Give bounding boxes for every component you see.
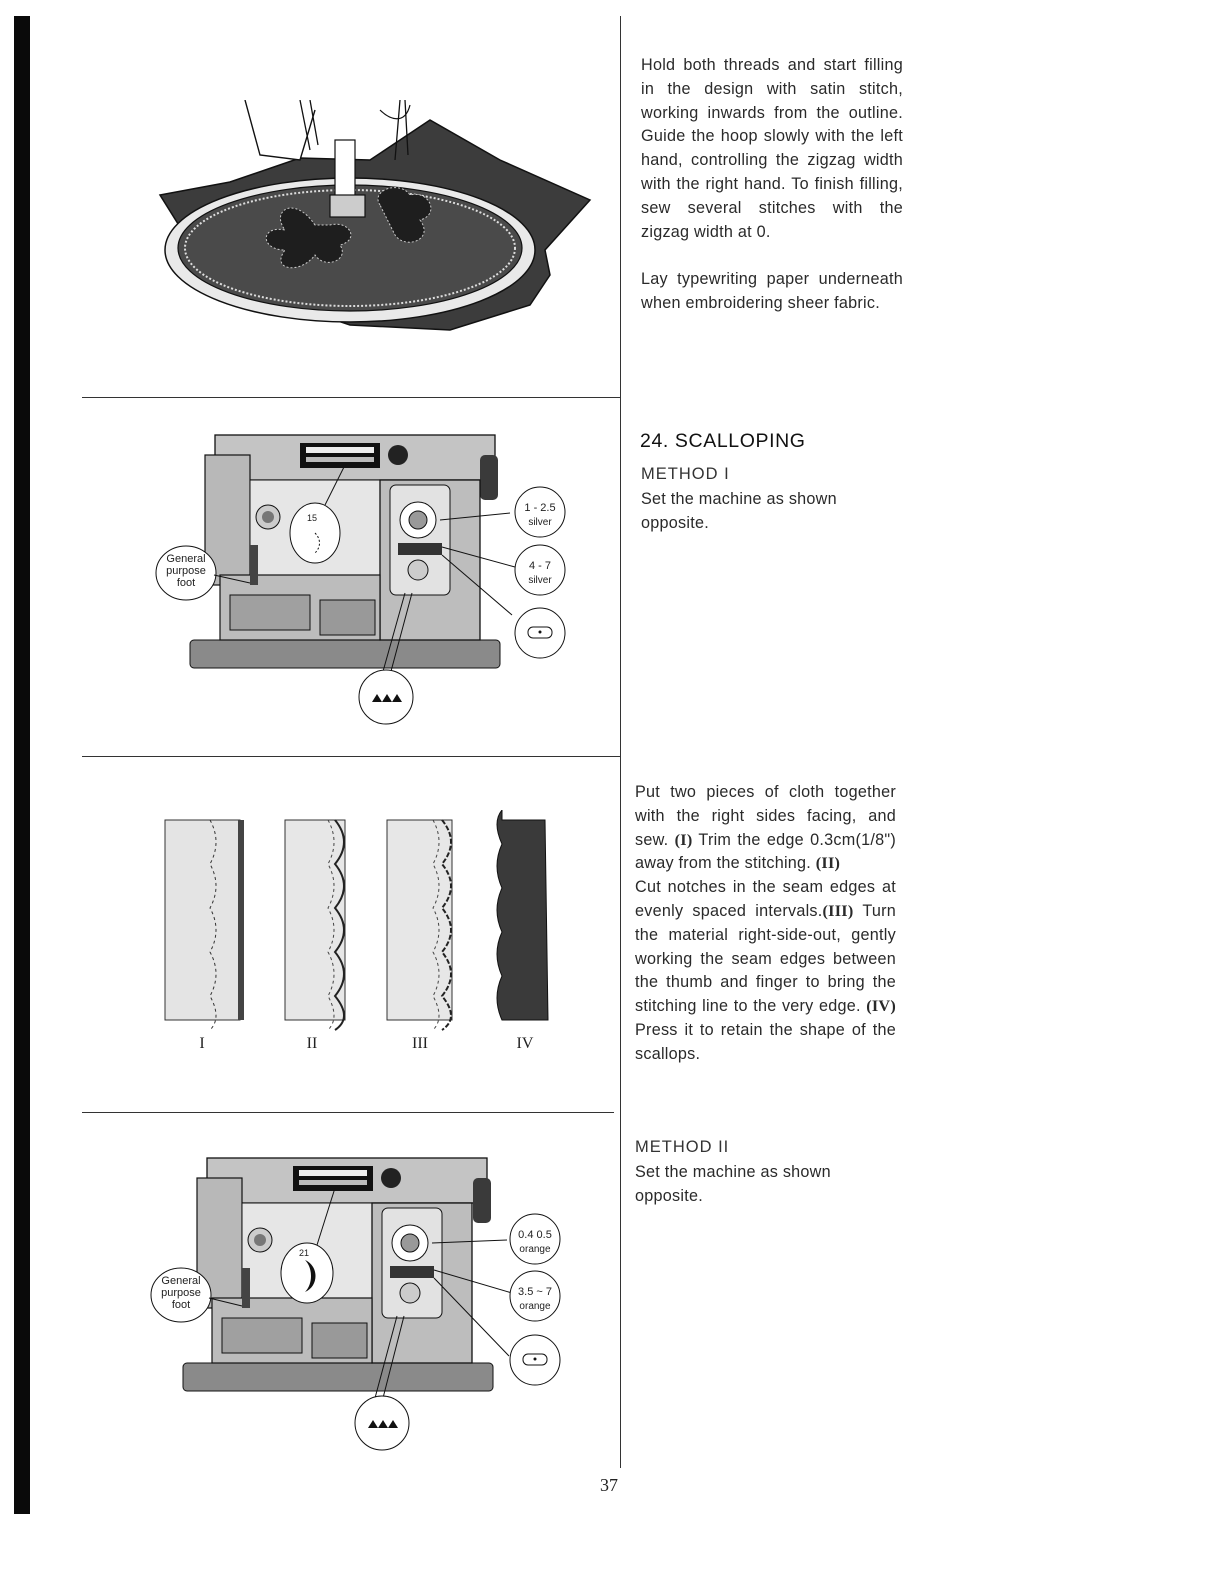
machine-settings-method-1 [150, 425, 570, 730]
foot-label-3-method-2: foot [171, 1299, 191, 1311]
step-label-ii: II [306, 1035, 318, 1052]
section-heading: 24. SCALLOPING [640, 430, 806, 452]
pattern-number-method-2: 21 [299, 1248, 310, 1258]
embroidery-paragraph-1: Hold both threads and start filling in the design with satin stitch, working inwards from the outline. Guide the hoop slowly with the left hand, controlling the zigzag width with the right hand. To finish filling, sew several stitches with the zigzag width at 0. [641, 56, 903, 241]
page-number: 37 [600, 1475, 618, 1495]
center-divider [620, 16, 621, 1468]
embroidery-hoop-illustration [150, 100, 600, 335]
dial-top-color-method-1: silver [528, 517, 552, 528]
step-marker-3: (III) [822, 901, 854, 920]
pattern-number-method-1: 15 [307, 513, 318, 523]
method-1-text: Set the machine as shown opposite. [641, 490, 837, 532]
foot-label-3-method-1: foot [176, 577, 196, 589]
dial-top-value-method-1: 1 - 2.5 [524, 502, 556, 514]
machine-settings-method-2 [145, 1148, 565, 1453]
instruction-step-5: Press it to retain the shape of the scallops. [635, 1020, 896, 1063]
dial-bottom-value-method-2: 3.5 ~ 7 [518, 1286, 552, 1298]
method-2-label: METHOD II [635, 1138, 730, 1156]
instruction-step-2: Trim the edge 0.3cm(1/8") away from the stitching. [635, 830, 896, 873]
panel-rule-3 [82, 1112, 614, 1113]
dial-bottom-color-method-1: silver [528, 575, 552, 586]
step-marker-4: (IV) [866, 997, 896, 1016]
scallop-steps-illustration [150, 810, 570, 1060]
embroidery-text-block [641, 54, 903, 316]
dial-bottom-color-method-2: orange [519, 1301, 551, 1312]
dial-top-color-method-2: orange [519, 1244, 551, 1255]
step-label-i: I [199, 1035, 205, 1052]
scallop-instructions [635, 781, 896, 1067]
method-1-label: METHOD I [641, 465, 730, 483]
step-marker-2: (II) [815, 854, 841, 873]
step-marker-1: (I) [674, 830, 693, 849]
embroidery-paragraph-2: Lay typewriting paper underneath when embroidering sheer fabric. [641, 270, 903, 313]
foot-label-2-method-1: purpose [166, 565, 206, 577]
method-2-text: Set the machine as shown opposite. [635, 1163, 831, 1205]
panel-rule-1 [82, 397, 620, 398]
panel-rule-2 [82, 756, 620, 757]
instruction-step-3: Cut notches in the seam edges at evenly spaced intervals. [635, 878, 896, 920]
foot-label-2-method-2: purpose [161, 1287, 201, 1299]
foot-label-1-method-1: General [166, 553, 206, 565]
step-label-iii: III [412, 1035, 428, 1052]
instruction-step-4: Turn the material right-side-out, gently working the seam edges between the thumb and finger to bring the stitching line to the very edge. [635, 901, 896, 1016]
dial-bottom-value-method-1: 4 - 7 [528, 560, 552, 572]
foot-label-1-method-2: General [161, 1275, 201, 1287]
step-label-iv: IV [516, 1035, 534, 1052]
dial-top-value-method-2: 0.4 0.5 [518, 1229, 552, 1241]
instruction-step-1: Put two pieces of cloth together with the right sides facing, and sew. [635, 783, 896, 849]
binding-strip [14, 16, 30, 1514]
